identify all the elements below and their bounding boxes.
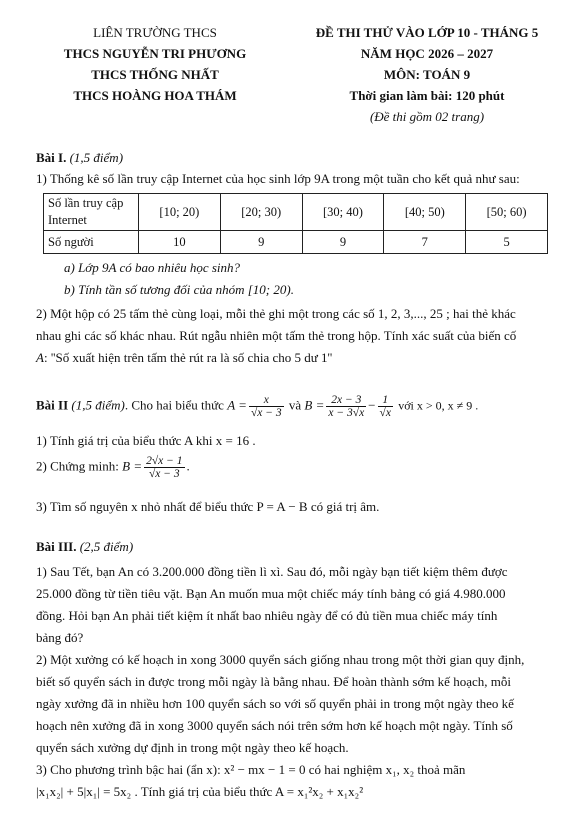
question-text: 1) Tính giá trị của biểu thức A khi x = 16 . bbox=[36, 433, 256, 448]
table-cell: [10; 20) bbox=[139, 194, 221, 231]
problem-1 bbox=[36, 561, 566, 649]
text-line: biết số quyển sách in được trong mỗi ngày là bằng nhau. Để hoàn thành sớm kế hoạch, mỗi bbox=[36, 674, 511, 689]
subject: MÔN: TOÁN 9 bbox=[383, 67, 471, 82]
question-text: 3) Tìm số nguyên x nhỏ nhất để biểu thức P = A − B có giá trị âm. bbox=[36, 499, 380, 514]
text-line: đồng. Hỏi bạn An phải tiết kiệm ít nhất bao nhiêu ngày để có đủ tiền mua chiếc máy tính bbox=[36, 608, 498, 623]
text-line: bảng đó? bbox=[36, 630, 84, 645]
fraction-numerator: 2x − 3 bbox=[326, 394, 366, 407]
fraction-A bbox=[249, 394, 284, 419]
section-points: (2,5 điểm) bbox=[79, 539, 134, 554]
problem-2 bbox=[36, 649, 566, 759]
fraction-numerator: 1 bbox=[378, 394, 393, 407]
text-line: hoạch nên xưởng đã in xong 3000 quyển sách nói trên sớm hơn kế hoạch một ngày. Tính số bbox=[36, 718, 513, 733]
table-row-header: Số người bbox=[44, 231, 139, 254]
fraction-numerator: x bbox=[249, 394, 284, 407]
fraction-B bbox=[144, 455, 184, 480]
table-cell: [40; 50) bbox=[384, 194, 466, 231]
section-points: (1,5 điểm) bbox=[69, 150, 124, 165]
section-title: Bài II bbox=[36, 397, 69, 413]
text-line: 2) Một xưởng có kế hoạch in xong 3000 quyển sách giống nhau trong một thời gian quy định, bbox=[36, 652, 525, 667]
problem-3 bbox=[36, 759, 566, 803]
table-cell: 9 bbox=[302, 231, 384, 254]
school-line: THCS THỐNG NHẤT bbox=[91, 67, 219, 82]
sub-question-a: a) Lớp 9A có bao nhiêu học sinh? bbox=[64, 260, 241, 275]
question-text: 2) Một hộp có 25 tấm thẻ cùng loại, mỗi thẻ ghi một trong các số 1, 2, 3,..., 25 ; hai thẻ khác bbox=[36, 306, 516, 321]
school-year: NĂM HỌC 2026 – 2027 bbox=[360, 46, 494, 61]
table-row bbox=[44, 194, 548, 231]
fraction-B1 bbox=[326, 394, 366, 419]
table-cell: [20; 30) bbox=[220, 194, 302, 231]
table-row-header: Số lần truy cập Internet bbox=[44, 194, 139, 231]
fraction-denominator: √x − 3 bbox=[250, 407, 282, 419]
sub-question-b: b) Tính tần số tương đối của nhóm [10; 20). bbox=[64, 282, 294, 297]
text-line: ngày xưởng đã in nhiều hơn 100 quyển sách so với số quyển phải in trong một ngày theo kế bbox=[36, 696, 514, 711]
school-line: THCS HOÀNG HOA THÁM bbox=[73, 88, 237, 103]
section-title: Bài I. bbox=[36, 150, 67, 165]
stats-table bbox=[43, 193, 548, 254]
question-text-part: : ''Số xuất hiện trên tấm thẻ rút ra là số chia cho 5 dư 1'' bbox=[43, 350, 333, 365]
question-text bbox=[36, 455, 566, 480]
fraction-denominator: x − 3√x bbox=[328, 407, 365, 419]
text-line: quyển sách xưởng dự định in trong một ngày theo kế hoạch. bbox=[36, 740, 349, 755]
table-cell: 7 bbox=[384, 231, 466, 254]
expr-B-lhs: B = bbox=[122, 458, 143, 474]
page-note: (Đề thi gồm 02 trang) bbox=[369, 109, 485, 124]
expr-B-lhs: B = bbox=[304, 397, 325, 413]
exam-header bbox=[282, 22, 572, 127]
question-text: 1) Thống kê số lần truy cập Internet của học sinh lớp 9A trong một tuần cho kết quả như sau: bbox=[36, 171, 520, 186]
question-prefix: 2) Chứng minh: bbox=[36, 458, 119, 474]
condition: với x > 0, x ≠ 9 . bbox=[398, 398, 479, 413]
section-title: Bài III. bbox=[36, 539, 77, 554]
table-cell: [50; 60) bbox=[466, 194, 548, 231]
section-intro: . Cho hai biểu thức bbox=[124, 397, 224, 413]
conjunction: và bbox=[288, 397, 302, 413]
table-row bbox=[44, 231, 548, 254]
school-header bbox=[55, 22, 255, 106]
fraction-denominator: √x − 3 bbox=[148, 468, 180, 480]
text-line: 1) Sau Tết, bạn An có 3.200.000 đồng tiền lì xì. Sau đó, mỗi ngày bạn tiết kiệm thêm được bbox=[36, 564, 508, 579]
minus-sign: − bbox=[368, 397, 376, 413]
table-cell: 10 bbox=[139, 231, 221, 254]
table-cell: [30; 40) bbox=[302, 194, 384, 231]
duration: Thời gian làm bài: 120 phút bbox=[349, 88, 505, 103]
fraction-B2 bbox=[378, 394, 393, 419]
section-3-heading bbox=[36, 538, 566, 557]
school-line: THCS NGUYỄN TRI PHƯƠNG bbox=[63, 46, 247, 61]
section-1-heading bbox=[36, 149, 566, 168]
punctuation: . bbox=[186, 458, 190, 474]
question-text bbox=[36, 349, 566, 368]
table-cell: 9 bbox=[220, 231, 302, 254]
text-line: 25.000 đồng từ tiền tiêu vặt. Bạn An muốn mua một chiếc máy tính bảng có giá 4.980.000 bbox=[36, 586, 506, 601]
math-var: A bbox=[36, 350, 44, 365]
section-points: (1,5 điểm) bbox=[71, 397, 125, 413]
fraction-denominator: √x bbox=[379, 407, 391, 419]
school-line: LIÊN TRƯỜNG THCS bbox=[93, 25, 217, 40]
exam-title: ĐỀ THI THỬ VÀO LỚP 10 - THÁNG 5 bbox=[315, 25, 539, 40]
table-cell: 5 bbox=[466, 231, 548, 254]
question-text: nhau ghi các số khác nhau. Rút ngẫu nhiên một tấm thẻ trong hộp. Tính xác suất của biến cố bbox=[36, 328, 517, 343]
expr-A-lhs: A = bbox=[227, 397, 247, 413]
section-2-heading bbox=[36, 394, 566, 419]
fraction-numerator: 2√x − 1 bbox=[146, 455, 183, 467]
text-line: |x₁x₂| + 5|x₁| = 5x₂ . Tính giá trị của biểu thức A = x₁²x₂ + x₁x₂² bbox=[36, 784, 364, 799]
text-line: 3) Cho phương trình bậc hai (ẩn x): x² − mx − 1 = 0 có hai nghiệm x₁, x₂ thoả mãn bbox=[36, 762, 466, 777]
